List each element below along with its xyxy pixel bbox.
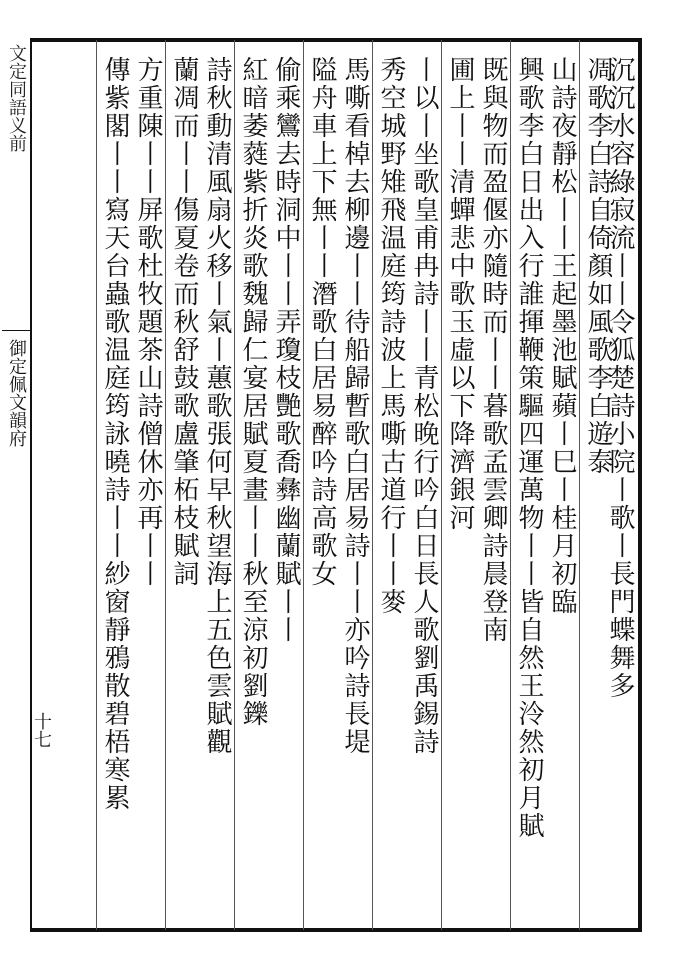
left-border <box>30 38 32 932</box>
text-column: 隘舟車上下無丨丨潛歌白居易醉吟詩高歌女 <box>307 56 337 588</box>
text-column: 傳紫閣丨丨寫天台蟲歌温庭筠詠曉詩丨丨紗窗靜鴉散碧梧寒累 <box>100 56 130 812</box>
text-column: 秀空城野雉飛温庭筠詩波上馬嘶古道行丨丨麥 <box>376 56 406 616</box>
text-column: 既與物而盈偃亦隨時而丨丨暮歌孟雲卿詩晨登南 <box>478 56 508 644</box>
text-column: 沉沉水容綠寂流丨丨令狐楚詩小院丨歌丨長門蝶舞多 <box>605 56 635 700</box>
text-column: 山詩夜靜松丨丨王起墨池賦蘋丨巳丨桂月初臨 <box>547 56 577 616</box>
book-title: 御定佩文韻府 <box>2 330 30 499</box>
column-divider <box>579 40 580 930</box>
text-column: 方重陳丨丨屏歌杜牧題茶山詩僧休亦再丨丨 <box>133 56 163 588</box>
right-border <box>638 38 642 932</box>
page-number: 十七 <box>31 712 52 748</box>
text-column: 詩秋動清風扇火移丨氣丨蕙歌張何早秋望海上五色雲賦觀 <box>202 56 232 756</box>
text-column: 興歌李白日出入行誰揮鞭策驅四運萬物丨丨皆自然王泠然初月賦 <box>514 56 544 840</box>
text-column: 馬嘶看棹去柳邊丨丨待船歸暫歌白居易詩丨丨亦吟詩長堤 <box>340 56 370 756</box>
margin-fragment: 文定同語义前 <box>6 44 27 152</box>
column-divider <box>165 40 166 930</box>
text-column: 圃上丨丨清蟬悲中歌玉虛以下降濟銀河 <box>445 56 475 532</box>
column-divider <box>234 40 235 930</box>
text-column: 丨以丨坐歌皇甫冉詩丨丨青松晚行吟白日長人歌劉禹錫詩 <box>409 56 439 756</box>
column-divider <box>372 40 373 930</box>
column-divider <box>303 40 304 930</box>
text-column: 紅暗萎蕤紫折炎歌魏歸仁宴居賦夏畫丨丨秋至涼初劉鑠 <box>238 56 268 728</box>
column-divider <box>510 40 511 930</box>
column-divider <box>96 40 97 930</box>
bottom-border <box>30 928 642 932</box>
top-border <box>30 38 642 42</box>
text-column: 蘭凋而丨丨傷夏卷而秋舒鼓歌盧肇柘枝賦詞 <box>169 56 199 588</box>
column-divider <box>441 40 442 930</box>
text-column: 凋歌李白詩自倚顏如風歌李白遊泰 <box>583 56 613 476</box>
text-column: 偷乘鸞去時洞中丨丨弄瓊枝艷歌喬彝幽蘭賦丨丨 <box>271 56 301 644</box>
text-column-edge <box>62 56 96 926</box>
